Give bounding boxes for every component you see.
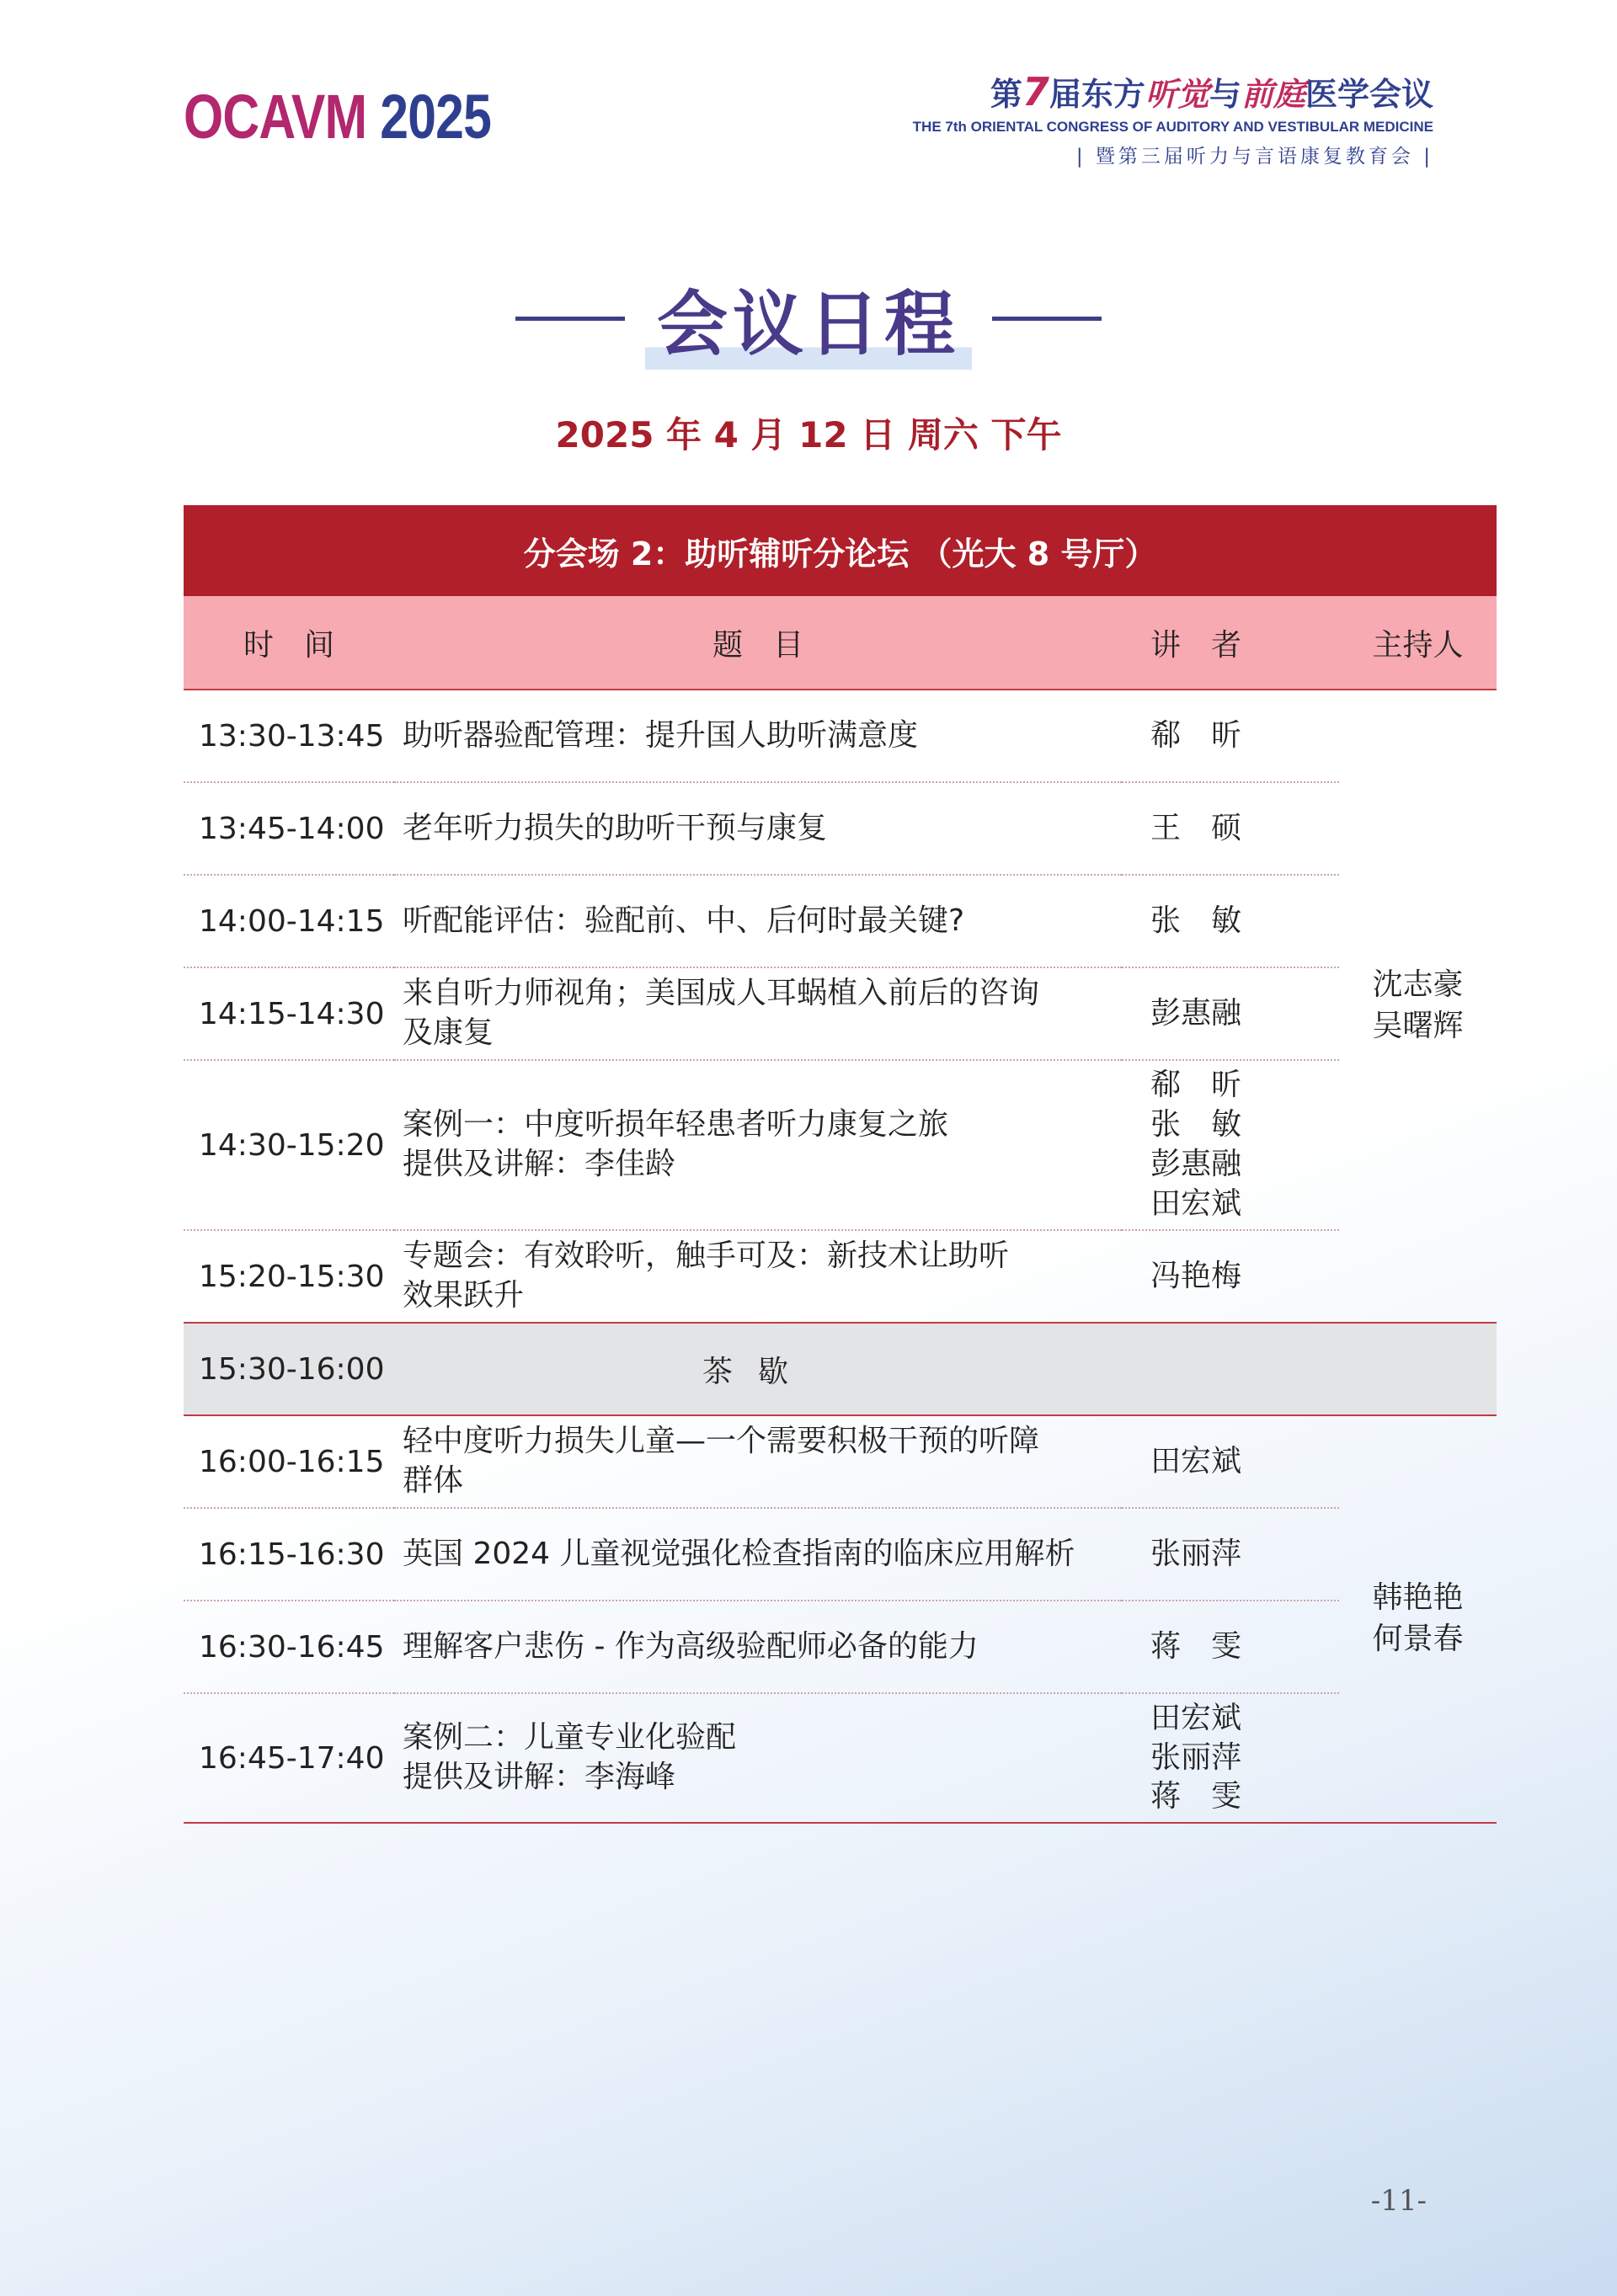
row-time: 15:30-16:00 — [184, 1323, 394, 1415]
col-header-time: 时 间 — [184, 596, 394, 690]
row-topic-line: 群体 — [403, 1463, 464, 1498]
row-speaker: 田宏斌 — [1122, 1415, 1339, 1508]
speaker-name: 蒋 雯 — [1150, 1779, 1242, 1814]
row-topic-line: 轻中度听力损失儿童—一个需要积极干预的听障 — [403, 1424, 1040, 1459]
speaker-name: 张丽萍 — [1150, 1739, 1242, 1775]
page-number: -11- — [1370, 2184, 1427, 2218]
row-topic-line: 提供及讲解：李佳龄 — [403, 1147, 676, 1181]
host-cell-2 — [1339, 1415, 1497, 1823]
host-name: 吴曙辉 — [1372, 1009, 1464, 1043]
row-speaker: 张丽萍 — [1122, 1508, 1339, 1601]
host-cell-1 — [1339, 690, 1497, 1323]
congress-name-en: THE 7th ORIENTAL CONGRESS OF AUDITORY AND VESTIBULAR MEDICINE — [912, 118, 1433, 135]
row-topic-line: 效果跃升 — [403, 1278, 525, 1313]
table-banner-row — [184, 505, 1497, 596]
row-time: 13:45-14:00 — [184, 782, 394, 875]
row-topic: 理解客户悲伤 - 作为高级验配师必备的能力 — [394, 1601, 1122, 1693]
row-speaker: 蒋 雯 — [1122, 1601, 1339, 1693]
speaker-name: 田宏斌 — [1150, 1185, 1242, 1221]
table-row — [184, 782, 1497, 875]
heading-rule-left — [515, 317, 625, 321]
speaker-name: 彭惠融 — [1150, 1147, 1242, 1181]
empty-cell — [1122, 1323, 1339, 1415]
row-topic-line: 案例一：中度听损年轻患者听力康复之旅 — [403, 1107, 949, 1143]
speaker-name: 张 敏 — [1150, 1107, 1242, 1143]
row-topic: 英国 2024 儿童视觉强化检查指南的临床应用解析 — [394, 1508, 1122, 1601]
logo-text-ocavm: OCAVM — [184, 82, 367, 152]
congress-name-cn — [913, 71, 1433, 114]
row-topic — [394, 1415, 1122, 1508]
row-topic: 老年听力损失的助听干预与康复 — [394, 782, 1122, 875]
row-topic-line: 案例二：儿童专业化验配 — [403, 1720, 737, 1755]
table-row — [184, 1060, 1497, 1230]
row-time: 16:15-16:30 — [184, 1508, 394, 1601]
row-topic — [394, 1230, 1122, 1323]
congress-name-part: 医学会议 — [1305, 76, 1433, 113]
speaker-name: 田宏斌 — [1150, 1700, 1242, 1735]
congress-name-part: 届东方 — [1049, 76, 1145, 113]
row-topic — [394, 967, 1122, 1060]
row-time: 14:30-15:20 — [184, 1060, 394, 1230]
row-topic: 助听器验配管理：提升国人助听满意度 — [394, 690, 1122, 782]
heading-rule-right — [992, 317, 1102, 321]
congress-name-script: 前庭 — [1241, 75, 1305, 113]
session-date: 2025 年 4 月 12 日 周六 下午 — [555, 414, 1062, 455]
row-time: 16:00-16:15 — [184, 1415, 394, 1508]
col-header-topic: 题 目 — [394, 596, 1122, 690]
congress-edition-number: 7 — [1022, 69, 1049, 115]
congress-subtitle: | 暨第三届听力与言语康复教育会 | — [1075, 145, 1433, 168]
table-row — [184, 967, 1497, 1060]
table-row — [184, 1508, 1497, 1601]
session-banner: 分会场 2：助听辅听分论坛 （光大 8 号厅） — [184, 505, 1497, 596]
row-speakers — [1122, 1693, 1339, 1823]
ocavm-logo — [184, 82, 492, 152]
row-time: 14:15-14:30 — [184, 967, 394, 1060]
empty-cell — [1339, 1323, 1497, 1415]
congress-name-part: 与 — [1209, 76, 1241, 113]
speaker-name: 郗 昕 — [1150, 1068, 1242, 1103]
col-header-host: 主持人 — [1339, 596, 1497, 690]
page-title: 会议日程 — [645, 268, 972, 370]
row-time: 15:20-15:30 — [199, 1259, 385, 1294]
row-topic-line: 提供及讲解：李海峰 — [403, 1760, 676, 1794]
table-row — [184, 1230, 1497, 1323]
table-row — [184, 1415, 1497, 1508]
table-row — [184, 875, 1497, 967]
row-topic-line: 来自听力师视角；美国成人耳蜗植入前后的咨询 — [403, 976, 1040, 1011]
table-header-row — [184, 596, 1497, 690]
logo-text-year: 2025 — [366, 82, 492, 152]
congress-name-script: 听觉 — [1145, 75, 1209, 113]
tea-break-label: 茶歇 — [394, 1323, 1122, 1415]
host-name: 沈志豪 — [1372, 967, 1464, 1003]
congress-logo — [913, 71, 1433, 168]
row-speaker: 冯艳梅 — [1150, 1258, 1242, 1293]
row-topic: 听配能评估：验配前、中、后何时最关键? — [394, 875, 1122, 967]
row-speakers — [1122, 1060, 1339, 1230]
congress-name-part: 第 — [990, 76, 1022, 113]
row-topic-line: 专题会：有效聆听，触手可及：新技术让助听 — [403, 1239, 1010, 1274]
row-time: 16:30-16:45 — [184, 1601, 394, 1693]
host-name: 韩艳艳 — [1372, 1580, 1464, 1616]
row-time: 16:45-17:40 — [184, 1693, 394, 1823]
row-topic — [394, 1693, 1122, 1823]
table-row — [184, 690, 1497, 782]
page-heading — [0, 268, 1617, 370]
tea-break-row — [184, 1323, 1497, 1415]
table-row — [184, 1693, 1497, 1823]
col-header-speaker: 讲 者 — [1122, 596, 1339, 690]
row-topic — [394, 1060, 1122, 1230]
row-time: 13:30-13:45 — [184, 690, 394, 782]
table-row — [184, 1601, 1497, 1693]
row-topic-line: 及康复 — [403, 1015, 494, 1050]
row-speaker: 彭惠融 — [1122, 967, 1339, 1060]
schedule-table — [184, 505, 1497, 1824]
row-speaker: 王 硕 — [1122, 782, 1339, 875]
host-name: 何景春 — [1372, 1622, 1464, 1656]
row-time: 14:00-14:15 — [184, 875, 394, 967]
row-speaker: 张 敏 — [1122, 875, 1339, 967]
row-speaker: 郗 昕 — [1122, 690, 1339, 782]
